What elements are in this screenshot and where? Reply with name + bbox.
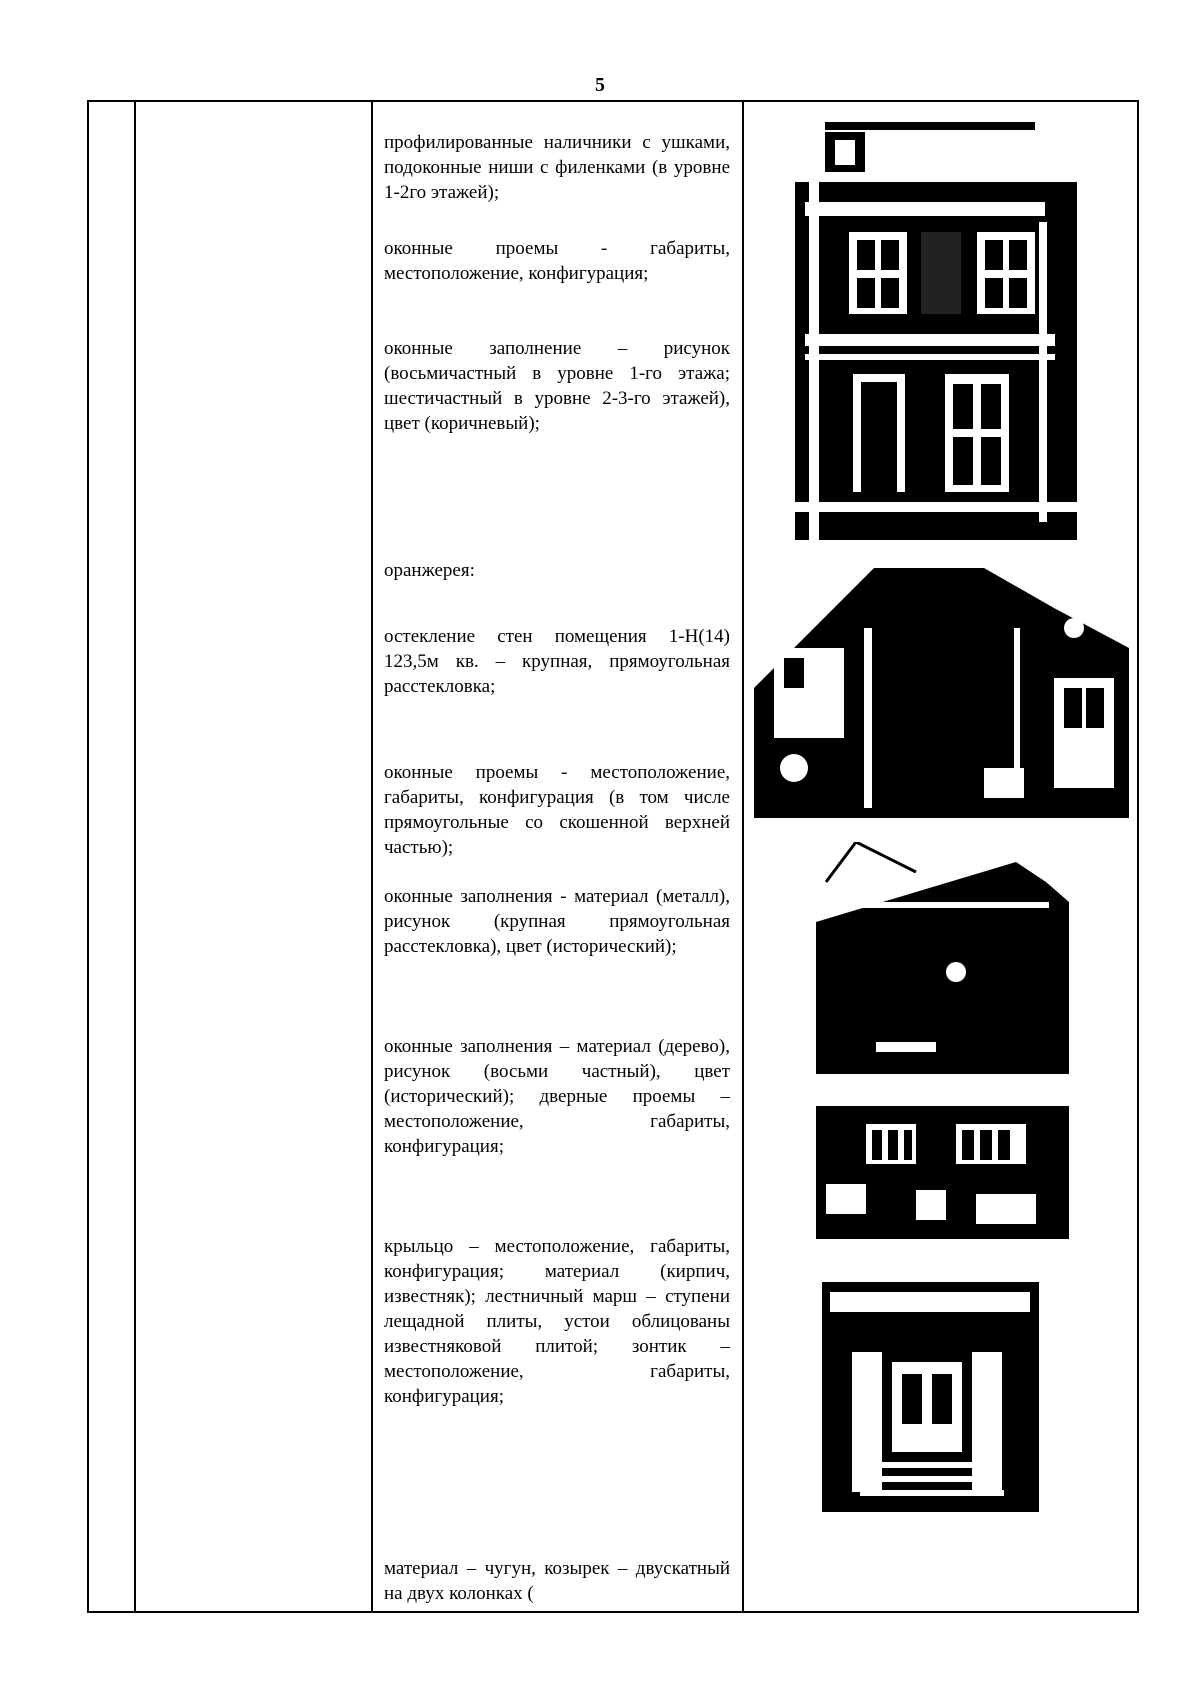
column-divider bbox=[742, 102, 744, 1611]
description-paragraph: профилированные наличники с ушками, подоконные ниши с филенками (в уровне 1-2го этажей); bbox=[384, 132, 730, 203]
description-paragraph: крыльцо – местоположение, габариты, конфигурация; материал (кирпич, известняк); лестничный марш – ступени лещадной плиты, устои облицованы известняковой плитой; зонтик – местоположение, габариты, конфигурация; bbox=[384, 1236, 730, 1407]
description-paragraph: оконные заполнение – рисунок (восьмичастный в уровне 1-го этажа; шестичастный в уровне 2-3-го этажей), цвет (коричневый); bbox=[384, 338, 730, 434]
description-column bbox=[384, 102, 730, 1611]
orangery-interior-photo bbox=[754, 568, 1129, 818]
description-paragraph: остекление стен помещения 1-Н(14) 123,5м кв. – крупная, прямоугольная расстекловка; bbox=[384, 626, 730, 697]
description-paragraph: оконные заполнения – материал (дерево), рисунок (восьми частный), цвет (исторический); дверные проемы – местоположение, габариты, конфигурация; bbox=[384, 1036, 730, 1157]
column-divider bbox=[134, 102, 136, 1611]
description-paragraph: оконные проемы - габариты, местоположение, конфигурация; bbox=[384, 238, 730, 284]
porch-canopy-photo bbox=[822, 1282, 1039, 1512]
description-paragraph: оранжерея: bbox=[384, 560, 475, 581]
description-paragraph: материал – чугун, козырек – двускатный на двух колонках ( bbox=[384, 1558, 730, 1604]
description-paragraph: оконные заполнения - материал (металл), рисунок (крупная прямоугольная расстекловка), цвет (исторический); bbox=[384, 886, 730, 957]
orangery-roof-photo bbox=[816, 842, 1069, 1074]
column-divider bbox=[371, 102, 373, 1611]
facade-windows-photo bbox=[795, 122, 1077, 540]
page-number: 5 bbox=[595, 74, 605, 96]
orangery-windows-photo bbox=[816, 1094, 1069, 1239]
document-table bbox=[87, 100, 1139, 1613]
description-paragraph: оконные проемы - местоположение, габариты, конфигурация (в том числе прямоугольные со скошенной верхней частью); bbox=[384, 762, 730, 858]
